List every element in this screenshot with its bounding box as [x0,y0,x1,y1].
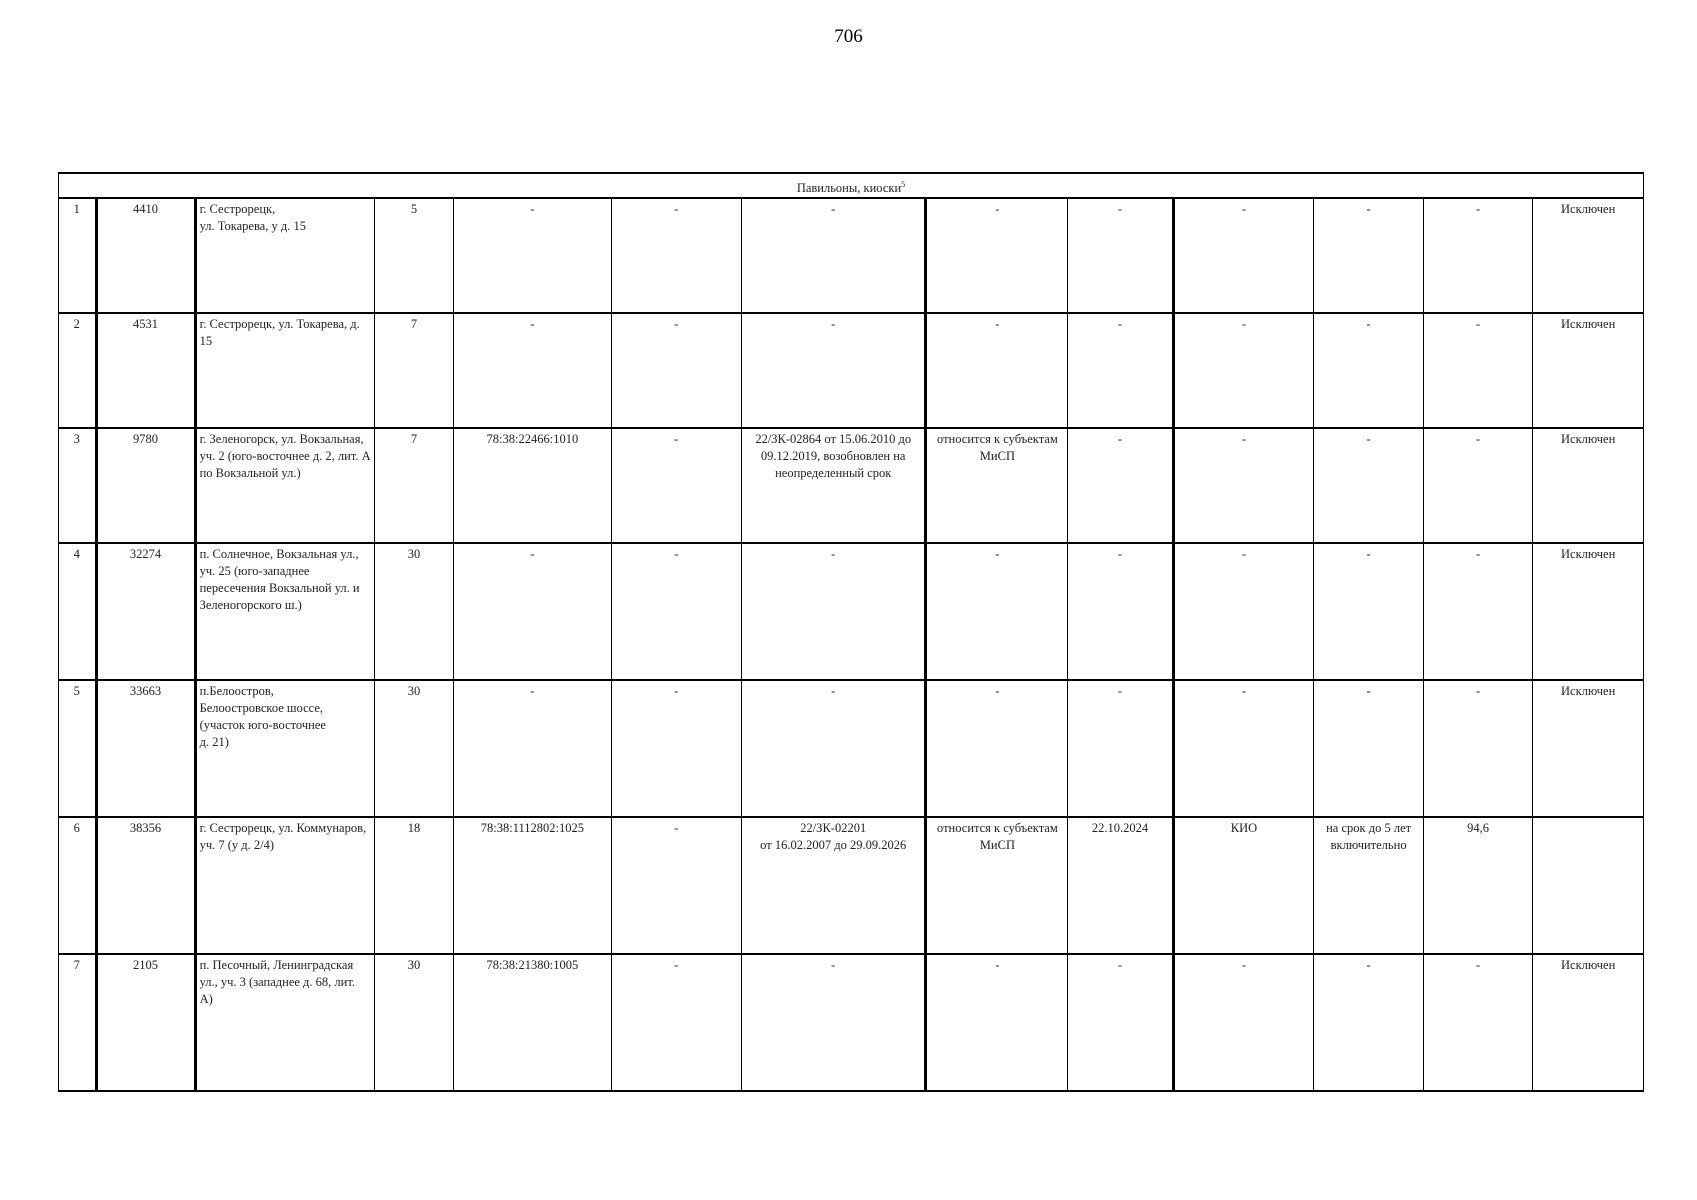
cell-contract: - [741,680,926,817]
table-row [59,680,1644,817]
cell-term: на срок до 5 лет включительно [1314,817,1423,954]
cell-status: Исключен [1533,198,1644,313]
cell-area: 7 [374,428,453,543]
cell-date: 22.10.2024 [1068,817,1173,954]
cell-area: 18 [374,817,453,954]
cell-date: - [1068,313,1173,428]
cell-row-number: 5 [59,680,97,817]
cell-object-id: 32274 [96,543,195,680]
cell-cadastral: - [454,313,611,428]
cell-status: Исключен [1533,428,1644,543]
cell-column-6: - [611,313,741,428]
table-row [59,817,1644,954]
cell-status: Исключен [1533,954,1644,1091]
cell-column-6: - [611,817,741,954]
cell-area: 30 [374,954,453,1091]
cell-column-6: - [611,680,741,817]
table-row [59,543,1644,680]
section-header-row [59,173,1644,198]
cell-cadastral: - [454,680,611,817]
cell-object-id: 2105 [96,954,195,1091]
cell-status: Исключен [1533,680,1644,817]
cell-area: 7 [374,313,453,428]
cell-column-6: - [611,954,741,1091]
cell-date: - [1068,543,1173,680]
cell-value: - [1423,680,1532,817]
cell-status [1533,817,1644,954]
cell-column-6: - [611,543,741,680]
table-row [59,428,1644,543]
cell-value: 94,6 [1423,817,1532,954]
cell-term: - [1314,428,1423,543]
cell-row-number: 3 [59,428,97,543]
cell-address: г. Сестрорецк, ул. Коммунаров, уч. 7 (у д. 2/4) [195,817,374,954]
footnote-mark: 5 [901,180,906,189]
cell-row-number: 6 [59,817,97,954]
cell-object-id: 4410 [96,198,195,313]
cell-term: - [1314,954,1423,1091]
cell-address: г. Сестрорецк, ул. Токарева, у д. 15 [195,198,374,313]
cell-address: п.Белоостров, Белоостровское шоссе, (участок юго-восточнее д. 21) [195,680,374,817]
cell-area: 30 [374,543,453,680]
cell-cadastral: 78:38:21380:1005 [454,954,611,1091]
page-number: 706 [834,26,863,47]
cell-row-number: 7 [59,954,97,1091]
cell-organizer: - [1173,954,1314,1091]
cell-category: - [926,680,1068,817]
cell-category: относится к субъектам МиСП [926,428,1068,543]
table-row [59,198,1644,313]
cell-organizer: - [1173,680,1314,817]
section-title: Павильоны, киоски [796,181,902,196]
cell-organizer: - [1173,428,1314,543]
cell-date: - [1068,680,1173,817]
cell-object-id: 4531 [96,313,195,428]
cell-value: - [1423,543,1532,680]
cell-column-6: - [611,428,741,543]
cell-address: п. Песочный, Ленинградская ул., уч. 3 (западнее д. 68, лит. А) [195,954,374,1091]
registry-table [58,172,1644,1092]
cell-organizer: - [1173,543,1314,680]
cell-date: - [1068,428,1173,543]
cell-cadastral: - [454,198,611,313]
cell-contract: 22/ЗК-02864 от 15.06.2010 до 09.12.2019, возобновлен на неопределенный срок [741,428,926,543]
cell-object-id: 9780 [96,428,195,543]
cell-status: Исключен [1533,543,1644,680]
table-row [59,954,1644,1091]
cell-category: - [926,543,1068,680]
cell-cadastral: - [454,543,611,680]
cell-contract: - [741,543,926,680]
cell-cadastral: 78:38:1112802:1025 [454,817,611,954]
cell-value: - [1423,954,1532,1091]
cell-row-number: 2 [59,313,97,428]
cell-category: - [926,313,1068,428]
cell-address: г. Сестрорецк, ул. Токарева, д. 15 [195,313,374,428]
cell-organizer: - [1173,198,1314,313]
cell-category: - [926,198,1068,313]
cell-contract: 22/ЗК-02201 от 16.02.2007 до 29.09.2026 [741,817,926,954]
cell-contract: - [741,954,926,1091]
cell-status: Исключен [1533,313,1644,428]
cell-organizer: КИО [1173,817,1314,954]
cell-value: - [1423,313,1532,428]
cell-address: г. Зеленогорск, ул. Вокзальная, уч. 2 (юго-восточнее д. 2, лит. А по Вокзальной ул.) [195,428,374,543]
cell-date: - [1068,198,1173,313]
cell-category: относится к субъектам МиСП [926,817,1068,954]
cell-organizer: - [1173,313,1314,428]
cell-value: - [1423,428,1532,543]
cell-term: - [1314,198,1423,313]
cell-term: - [1314,680,1423,817]
cell-term: - [1314,543,1423,680]
cell-cadastral: 78:38:22466:1010 [454,428,611,543]
cell-category: - [926,954,1068,1091]
cell-column-6: - [611,198,741,313]
cell-address: п. Солнечное, Вокзальная ул., уч. 25 (юго-западнее пересечения Вокзальной ул. и Зеленогорского ш.) [195,543,374,680]
cell-value: - [1423,198,1532,313]
cell-row-number: 4 [59,543,97,680]
cell-row-number: 1 [59,198,97,313]
cell-contract: - [741,313,926,428]
section-header [59,173,1644,198]
cell-term: - [1314,313,1423,428]
table-row [59,313,1644,428]
cell-area: 30 [374,680,453,817]
cell-object-id: 33663 [96,680,195,817]
cell-area: 5 [374,198,453,313]
cell-date: - [1068,954,1173,1091]
cell-contract: - [741,198,926,313]
cell-object-id: 38356 [96,817,195,954]
